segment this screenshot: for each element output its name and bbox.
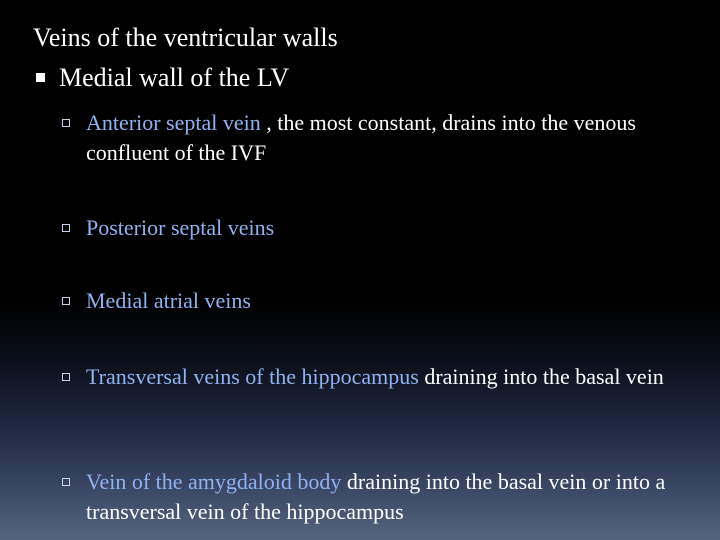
section-heading — [36, 60, 289, 96]
list-item-text — [86, 213, 702, 243]
hollow-square-bullet-icon — [62, 119, 70, 127]
square-bullet-icon — [36, 73, 45, 82]
vein-description: , the most constant, drains into the venous confluent of the IVF — [86, 110, 636, 165]
slide-title: Veins of the ventricular walls — [33, 23, 338, 52]
hollow-square-bullet-icon — [62, 373, 70, 381]
vein-name: Transversal veins of the hippocampus — [86, 364, 419, 389]
list-item-text — [86, 362, 702, 392]
vein-name: Posterior septal veins — [86, 215, 275, 240]
list-item-text — [86, 286, 702, 316]
hollow-square-bullet-icon — [62, 478, 70, 486]
hollow-square-bullet-icon — [62, 297, 70, 305]
vein-description: draining into the basal vein — [418, 364, 664, 389]
list-item — [62, 362, 702, 392]
section-heading-text: Medial wall of the LV — [59, 63, 290, 92]
vein-description: draining into the basal vein or into a transversal vein of the hippocampus — [86, 469, 666, 524]
vein-name: Vein of the amygdaloid body — [86, 469, 342, 494]
vein-name: Anterior septal vein — [86, 110, 261, 135]
vein-name: Medial atrial veins — [86, 288, 251, 313]
list-item — [62, 286, 702, 316]
hollow-square-bullet-icon — [62, 224, 70, 232]
list-item — [62, 108, 702, 168]
list-item-text — [86, 108, 702, 168]
list-item — [62, 213, 702, 243]
list-item — [62, 467, 702, 527]
list-item-text — [86, 467, 702, 527]
